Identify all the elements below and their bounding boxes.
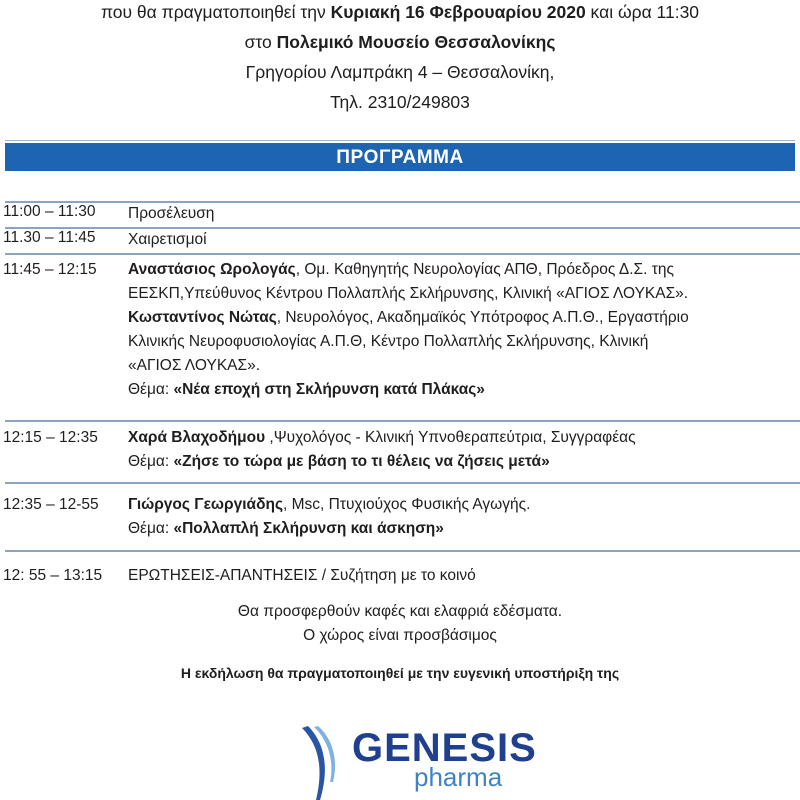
schedule-text: Χαιρετισμοί xyxy=(128,231,207,248)
logo-wordmark: GENESIS xyxy=(352,726,537,770)
divider xyxy=(5,420,800,422)
speaker-name: Κωσταντίνος Νώτας xyxy=(128,309,277,326)
schedule-text: ΕΡΩΤΗΣΕΙΣ-ΑΠΑΝΤΗΣΕΙΣ / Συζήτηση με το κοινό xyxy=(128,567,476,584)
speaker-name: Χαρά Βλαχοδήμου xyxy=(128,429,266,446)
genesis-swoosh-icon xyxy=(296,722,356,800)
event-venue: Πολεμικό Μουσείο Θεσσαλονίκης xyxy=(276,32,556,52)
footer-notes xyxy=(0,600,800,648)
talk-topic: Θέμα: «Πολλαπλή Σκλήρυνση και άσκηση» xyxy=(128,520,444,537)
event-address: Γρηγορίου Λαμπράκη 4 – Θεσσαλονίκη, xyxy=(245,62,555,82)
logo-subtitle: pharma xyxy=(414,762,503,792)
event-venue-line: στο Πολεμικό Μουσείο Θεσσαλονίκης xyxy=(244,32,556,52)
genesis-pharma-logo xyxy=(296,722,536,800)
program-banner: ΠΡΟΓΡΑΜΜΑ xyxy=(5,143,795,171)
speaker-name: Αναστάσιος Ωρολογάς xyxy=(128,261,296,278)
divider xyxy=(5,550,800,552)
schedule-time: 12: 55 – 13:15 xyxy=(3,567,103,584)
sponsor-note: Η εκδήλωση θα πραγματοποιηθεί με την ευγενική υποστήριξη της xyxy=(180,665,620,681)
divider xyxy=(5,253,800,255)
talk-topic: Θέμα: «Νέα εποχή στη Σκλήρυνση κατά Πλάκας» xyxy=(128,381,485,398)
schedule-time: 12:15 – 12:35 xyxy=(3,429,98,446)
schedule-time: 12:35 – 12-55 xyxy=(3,496,99,513)
speaker-name: Γιώργος Γεωργιάδης xyxy=(128,496,283,513)
event-date: Κυριακή 16 Φεβρουαρίου 2020 xyxy=(330,2,586,22)
schedule-time: 11:45 – 12:15 xyxy=(3,261,97,278)
event-phone: Τηλ. 2310/249803 xyxy=(330,92,470,112)
schedule-time: 11.30 – 11:45 xyxy=(3,229,96,246)
event-date-line: που θα πραγματοποιηθεί την Κυριακή 16 Φεβρουαρίου 2020 και ώρα 11:30 xyxy=(100,2,700,22)
accessibility-note: Ο χώρος είναι προσβάσιμος xyxy=(303,627,497,644)
event-details xyxy=(0,0,800,117)
talk-topic: Θέμα: «Ζήσε το τώρα με βάση το τι θέλεις να ζήσεις μετά» xyxy=(128,453,550,470)
divider xyxy=(5,482,800,484)
schedule-time: 11:00 – 11:30 xyxy=(3,203,96,220)
banner-top-rule xyxy=(5,140,795,141)
refreshments-note: Θα προσφερθούν καφές και ελαφριά εδέσματα. xyxy=(237,603,563,620)
schedule-text: Προσέλευση xyxy=(128,205,215,222)
